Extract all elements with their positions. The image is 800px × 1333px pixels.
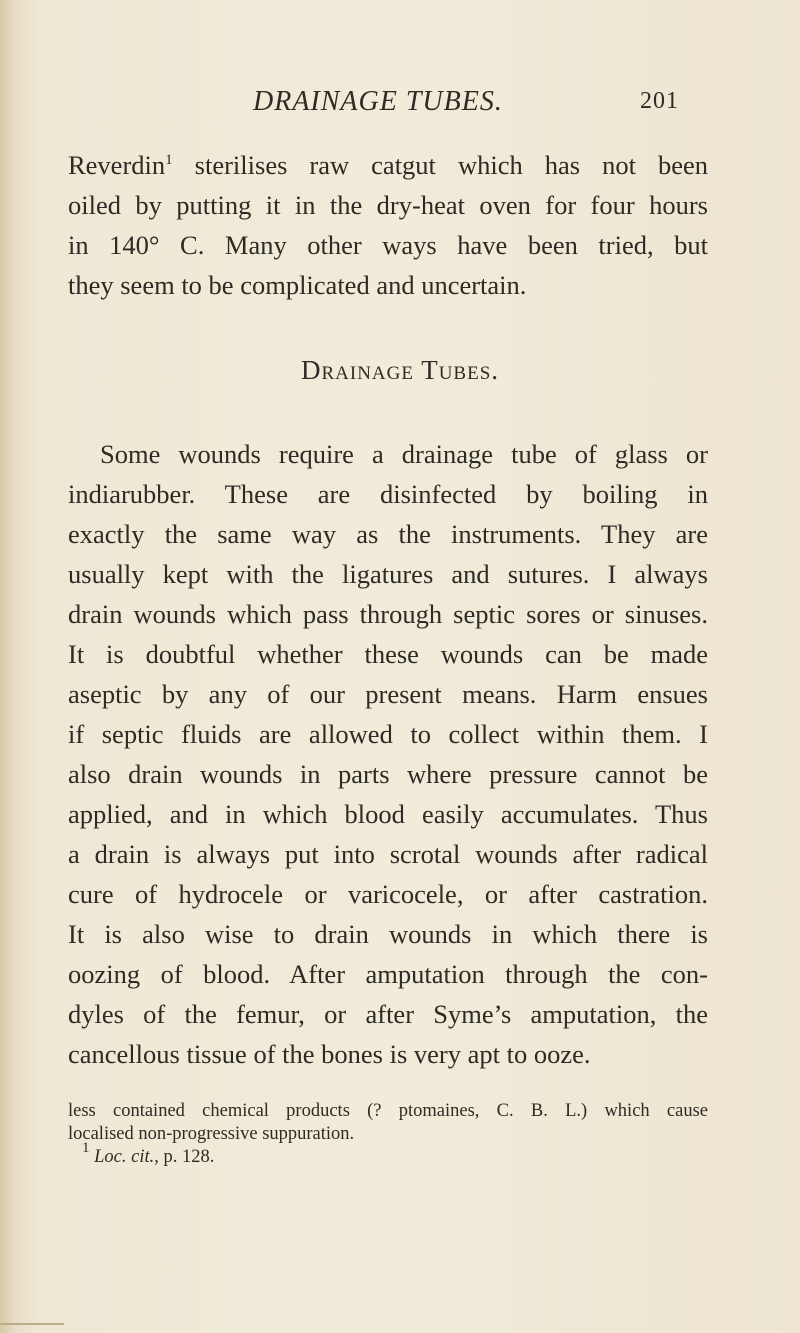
paragraph-line: It is also wise to drain wounds in which there is: [68, 919, 708, 949]
footnote-page: , p. 128.: [154, 1147, 215, 1167]
footnote-line: less contained chemical products (? ptomaines, C. B. L.) which cause: [68, 1101, 708, 1121]
paragraph-line: cure of hydrocele or varicocele, or after castration.: [68, 879, 708, 909]
paragraph-line: Some wounds require a drainage tube of glass or: [100, 439, 708, 469]
page-gutter-shadow: [0, 0, 14, 1333]
paragraph-line: they seem to be complicated and uncertain.: [68, 270, 527, 300]
paragraph-line: applied, and in which blood easily accumulates. Thus: [68, 799, 708, 829]
paragraph-line: cancellous tissue of the bones is very apt to ooze.: [68, 1039, 591, 1069]
section-heading: Drainage Tubes.: [300, 355, 500, 385]
paragraph-line: also drain wounds in parts where pressure cannot be: [68, 759, 708, 789]
paragraph-line: oozing of blood. After amputation through the con-: [68, 959, 708, 989]
footnote-line: localised non-progressive suppuration.: [68, 1124, 355, 1144]
paragraph-line: drain wounds which pass through septic sores or sinuses.: [68, 599, 708, 629]
footnote-marker: 1: [165, 152, 173, 168]
running-head: [0, 86, 800, 126]
footnote-marker: 1: [82, 1140, 90, 1156]
paragraph-line: Reverdin$^1$ sterilises raw catgut which has not been: [68, 150, 708, 180]
paragraph-line: oiled by putting it in the dry-heat oven for four hours: [68, 190, 708, 220]
paragraph-line: usually kept with the ligatures and sutures. I always: [68, 559, 708, 589]
running-title: DRAINAGE TUBES.: [253, 86, 503, 117]
page-number: 201: [640, 88, 679, 114]
paragraph-line: exactly the same way as the instruments. They are: [68, 519, 708, 549]
paragraph-line: dyles of the femur, or after Syme’s amputation, the: [68, 999, 708, 1029]
paragraph-line: in 140° C. Many other ways have been tried, but: [68, 230, 708, 260]
paragraph-line: a drain is always put into scrotal wounds after radical: [68, 839, 708, 869]
paragraph-line: indiarubber. These are disinfected by boiling in: [68, 479, 708, 509]
paragraph-line: It is doubtful whether these wounds can be made: [68, 639, 708, 669]
paragraph-line: if septic fluids are allowed to collect within them. I: [68, 719, 708, 749]
paragraph-line: aseptic by any of our present means. Harm ensues: [68, 679, 708, 709]
footnote-citation: Loc. cit.: [94, 1147, 155, 1167]
page-edge-mark: [0, 1323, 64, 1325]
footnote-1: [82, 1140, 708, 1168]
